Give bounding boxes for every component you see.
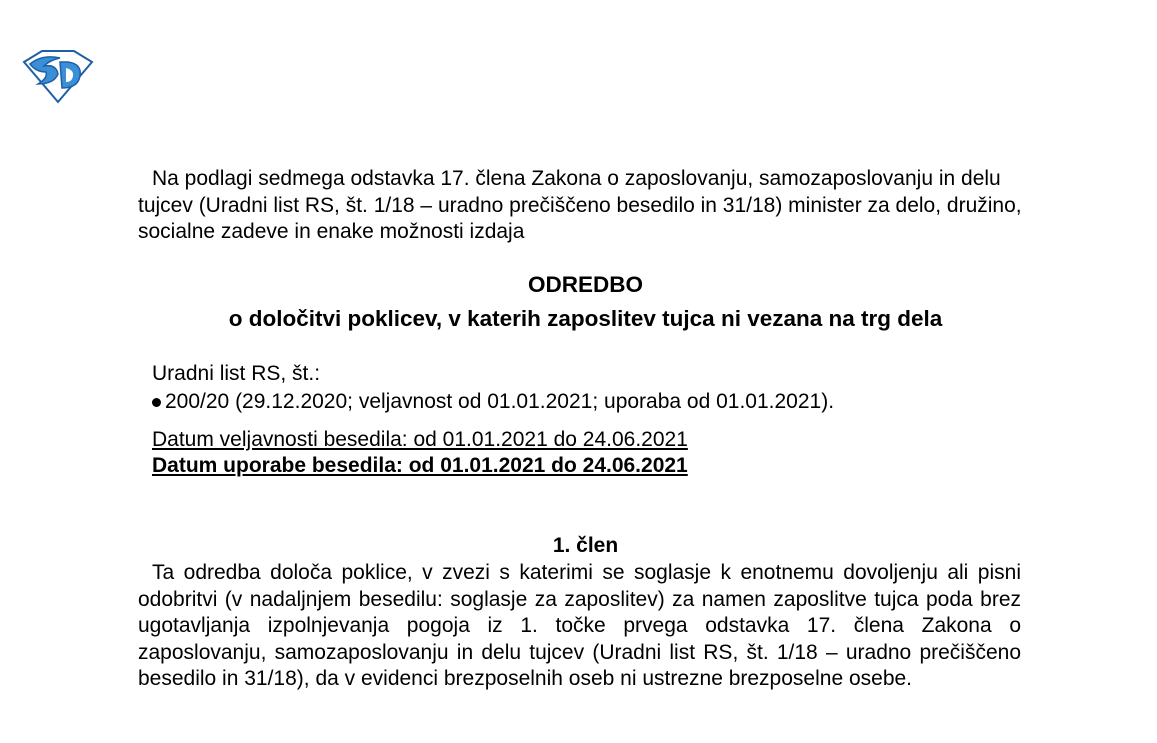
gazette-label: Uradni list RS, št.: (152, 362, 321, 385)
article-body: Ta odredba določa poklice, v zvezi s katerimi se soglasje k enotnemu dovoljenju ali pisni odobritvi (v nadaljnjem besedilu: soglasje za zaposlitev) za namen zaposlitve tujca poda brez ugotavljanja izpolnjevanja pogoja iz 1. točke prvega odstavka 17. člena Zakona o zaposlovanju, samozaposlovanju in delu tujcev (Uradni list RS, št. 1/18 – uradno prečiščeno besedilo in 31/18), da v evidenci brezposelnih oseb ni ustrezne brezposelne osebe. (138, 561, 1021, 690)
document-title: ODREDBO (527, 272, 643, 297)
validity-date: Datum veljavnosti besedila: od 01.01.2021 do 24.06.2021 (152, 428, 688, 451)
bullet-icon (152, 398, 161, 407)
document-subtitle: o določitvi poklicev, v katerih zaposlitev tujca ni vezana na trg dela (228, 306, 943, 331)
intro-paragraph: Na podlagi sedmega odstavka 17. člena Zakona o zaposlovanju, samozaposlovanju in delu tujcev (Uradni list RS, št. 1/18 – uradno prečiščeno besedilo in 31/18) minister za delo, družino, socialne zadeve in enake možnosti izdaja (138, 167, 1022, 243)
gazette-entry-text: 200/20 (29.12.2020; veljavnost od 01.01.2021; uporaba od 01.01.2021). (165, 390, 835, 413)
gazette-entry (152, 390, 834, 414)
article-heading: 1. člen (552, 534, 619, 557)
usage-date: Datum uporabe besedila: od 01.01.2021 do 24.06.2021 (152, 454, 688, 477)
sd-logo-icon (20, 48, 96, 104)
